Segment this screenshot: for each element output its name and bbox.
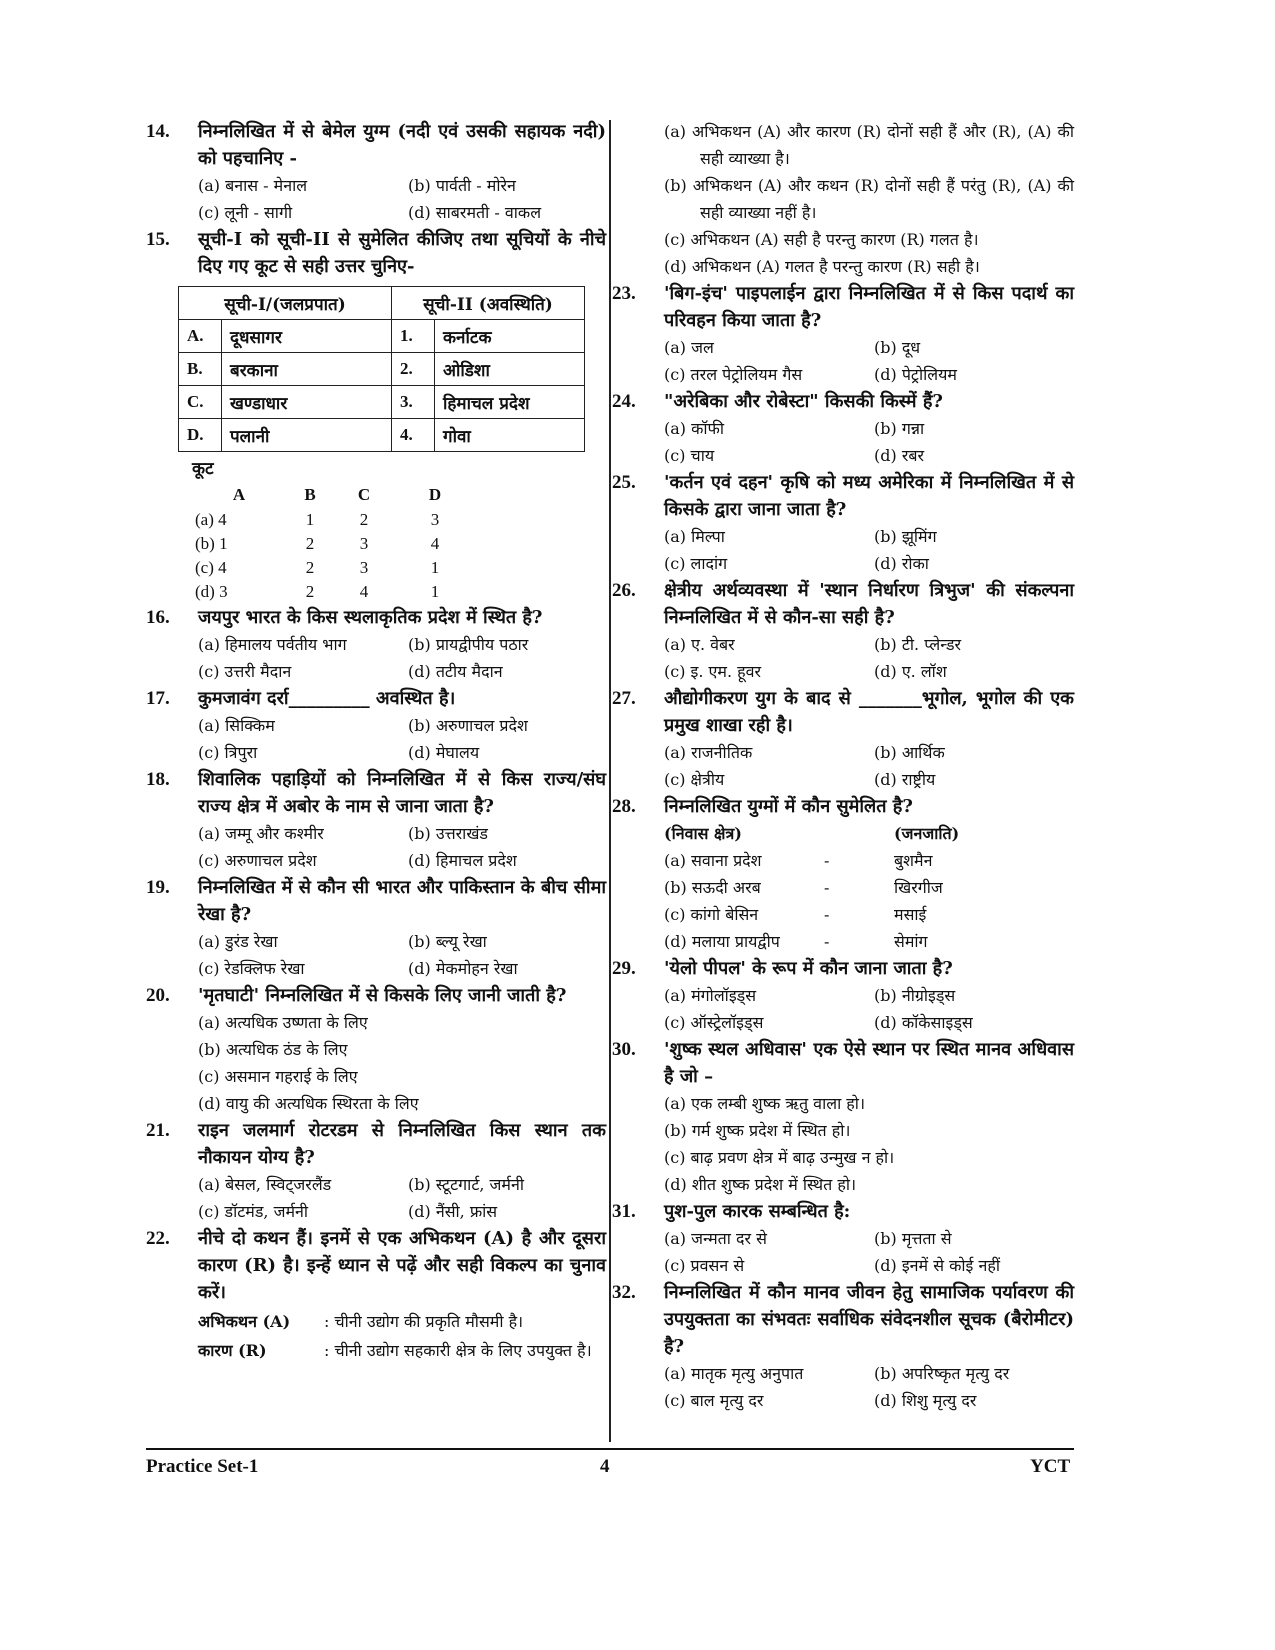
- option-d: (d) मेघालय: [408, 743, 480, 762]
- row-value: गोवा: [435, 419, 585, 452]
- option-a: (a) बेसल, स्विट्जरलैंड: [198, 1175, 332, 1194]
- option-a: (a) डुरंड रेखा: [198, 932, 278, 951]
- option-d: (d) ए. लॉश: [874, 662, 947, 681]
- kut-label: कूट: [192, 459, 214, 479]
- pair-header: [664, 820, 1074, 847]
- pair-row: [664, 901, 1074, 928]
- assertion-text: : चीनी उद्योग की प्रकृति मौसमी है।: [324, 1312, 524, 1331]
- question-text: 'येलो पीपल' के रूप में कौन जाना जाता है?: [664, 958, 953, 979]
- question-text: सूची-I को सूची-II से सुमेलित कीजिए तथा सूचियों के नीचे दिए गए कूट से सही उत्तर चुनिए-: [198, 229, 606, 277]
- question-number: 16.: [146, 607, 170, 628]
- table-row: [179, 386, 585, 419]
- option-a: (a) ए. वेबर: [664, 635, 735, 654]
- option-d: (d) रोका: [874, 554, 929, 573]
- question-29: [612, 955, 1074, 1036]
- row-value: ओडिशा: [435, 353, 585, 386]
- question-20: [146, 982, 606, 1117]
- question-text: औद्योगीकरण युग के बाद से _______भूगोल, भूगोल की एक प्रमुख शाखा रही है।: [664, 688, 1074, 736]
- list-2-header: सूची-II (अवस्थिति): [392, 287, 585, 320]
- question-number: 14.: [146, 121, 170, 142]
- code-value: 3: [430, 510, 440, 529]
- option-a: (a) बनास - मेनाल: [198, 176, 308, 195]
- option-d: (d) साबरमती - वाकल: [408, 203, 542, 222]
- pair-habitat: (b) सऊदी अरब: [664, 878, 761, 897]
- option-c: (c) रेडक्लिफ रेखा: [198, 959, 305, 978]
- row-value: कर्नाटक: [435, 320, 585, 353]
- option-d: (d) अभिकथन (A) गलत है परन्तु कारण (R) सही है।: [664, 257, 980, 276]
- row-key: D.: [179, 419, 222, 452]
- match-table: [178, 286, 585, 452]
- question-17: [146, 685, 606, 766]
- list-1-header: सूची-I/(जलप्रपात): [179, 287, 392, 320]
- pair-tribe: बुशमैन: [894, 851, 933, 870]
- question-number: 20.: [146, 985, 170, 1006]
- code-option: (c) 4: [195, 558, 227, 577]
- option-c: (c) प्रवसन से: [664, 1256, 745, 1275]
- option-b: (b) झूमिंग: [874, 527, 937, 546]
- question-text: निम्नलिखित युग्मों में कौन सुमेलित है?: [664, 796, 913, 817]
- question-text: निम्नलिखित में कौन मानव जीवन हेतु सामाजिक पर्यावरण की उपयुक्तता का संभवतः सर्वाधिक संवेदनशील सूचक (बैरोमीटर) है?: [664, 1282, 1074, 1357]
- table-row: [179, 320, 585, 353]
- reason-label: कारण (R): [198, 1341, 267, 1360]
- code-header: A: [232, 485, 246, 504]
- option-c: (c) चाय: [664, 446, 715, 465]
- option-a: (a) जन्मता दर से: [664, 1229, 767, 1248]
- option-c: (c) ऑस्ट्रेलॉइड्स: [664, 1013, 764, 1032]
- option-b: (b) टी. प्लेन्डर: [874, 635, 962, 654]
- option-d: (d) शीत शुष्क प्रदेश में स्थित हो।: [664, 1175, 857, 1194]
- option-b: (b) अभिकथन (A) और कथन (R) दोनों सही हैं परंतु (R), (A) की सही व्याख्या नहीं है।: [664, 176, 1074, 222]
- option-a: (a) हिमालय पर्वतीय भाग: [198, 635, 347, 654]
- question-text: निम्नलिखित में से कौन सी भारत और पाकिस्तान के बीच सीमा रेखा है?: [198, 877, 606, 925]
- question-number: 31.: [612, 1201, 636, 1222]
- question-number: 18.: [146, 769, 170, 790]
- code-option: (b) 1: [195, 534, 228, 553]
- footer-set-label: Practice Set-1: [146, 1456, 259, 1477]
- option-b: (b) पार्वती - मोरेन: [408, 176, 516, 195]
- question-text: निम्नलिखित में से बेमेल युग्म (नदी एवं उसकी सहायक नदी) को पहचानिए -: [198, 121, 606, 169]
- question-number: 21.: [146, 1120, 170, 1141]
- habitat-header: (निवास क्षेत्र): [664, 824, 742, 843]
- pair-tribe: खिरगीज: [894, 878, 943, 897]
- question-18: [146, 766, 606, 874]
- option-a: (a) राजनीतिक: [664, 743, 753, 762]
- question-text: 'शुष्क स्थल अधिवास' एक ऐसे स्थान पर स्थित मानव अधिवास है जो –: [664, 1039, 1074, 1087]
- question-text: 'मृतघाटी' निम्नलिखित में से किसके लिए जानी जाती है?: [198, 985, 567, 1006]
- code-value: 1: [430, 558, 440, 577]
- row-value: दूधसागर: [222, 320, 392, 353]
- code-value: 3: [359, 558, 369, 577]
- question-22-options: [612, 118, 1074, 280]
- option-d: (d) राष्ट्रीय: [874, 770, 936, 789]
- question-22: [146, 1225, 606, 1364]
- option-b: (b) स्टूटगार्ट, जर्मनी: [408, 1175, 525, 1194]
- option-d: (d) रबर: [874, 446, 925, 465]
- option-b: (b) उत्तराखंड: [408, 824, 488, 843]
- pair-habitat: (c) कांगो बेसिन: [664, 905, 759, 924]
- option-b: (b) प्रायद्वीपीय पठार: [408, 635, 529, 654]
- question-number: 19.: [146, 877, 170, 898]
- option-c: (c) बाढ़ प्रवण क्षेत्र में बाढ़ उन्मुख न हो।: [664, 1148, 895, 1167]
- assertion: [198, 1308, 606, 1335]
- question-text: 'बिग-इंच' पाइपलाईन द्वारा निम्नलिखित में से किस पदार्थ का परिवहन किया जाता है?: [664, 283, 1074, 331]
- question-23: [612, 280, 1074, 388]
- question-text: जयपुर भारत के किस स्थलाकृतिक प्रदेश में स्थित है?: [198, 607, 543, 628]
- code-value: 2: [359, 510, 369, 529]
- row-value: खण्डाधार: [222, 386, 392, 419]
- assertion-label: अभिकथन (A): [198, 1312, 291, 1331]
- question-number: 15.: [146, 229, 170, 250]
- question-31: [612, 1198, 1074, 1279]
- code-header: C: [357, 485, 371, 504]
- option-d: (d) मेकमोहन रेखा: [408, 959, 518, 978]
- question-28: [612, 793, 1074, 955]
- row-value: पलानी: [222, 419, 392, 452]
- code-option: (d) 3: [195, 582, 228, 601]
- question-25: [612, 469, 1074, 577]
- question-text: नीचे दो कथन हैं। इनमें से एक अभिकथन (A) है और दूसरा कारण (R) है। इन्हें ध्यान से पढ़ें और सही विकल्प का चुनाव करें।: [198, 1228, 606, 1303]
- row-key: 4.: [392, 419, 435, 452]
- option-a: (a) जम्मू और कश्मीर: [198, 824, 324, 843]
- option-b: (b) ब्ल्यू रेखा: [408, 932, 487, 951]
- pair-tribe: सेमांग: [894, 932, 928, 951]
- option-c: (c) इ. एम. हूवर: [664, 662, 762, 681]
- option-d: (d) इनमें से कोई नहीं: [874, 1256, 1000, 1275]
- row-value: हिमाचल प्रदेश: [435, 386, 585, 419]
- code-table: [195, 482, 479, 604]
- question-number: 23.: [612, 283, 636, 304]
- question-number: 22.: [146, 1228, 170, 1249]
- question-number: 24.: [612, 391, 636, 412]
- option-a: (a) एक लम्बी शुष्क ऋतु वाला हो।: [664, 1094, 866, 1113]
- left-column: [146, 118, 606, 1364]
- option-c: (c) अरुणाचल प्रदेश: [198, 851, 317, 870]
- option-b: (b) गन्ना: [874, 419, 925, 438]
- question-text: क्षेत्रीय अर्थव्यवस्था में 'स्थान निर्धारण त्रिभुज' की संकल्पना निम्नलिखित में से कौन-सा सही है?: [664, 580, 1074, 628]
- code-value: 2: [305, 558, 315, 577]
- question-32: [612, 1279, 1074, 1414]
- code-value: 4: [430, 534, 440, 553]
- option-d: (d) पेट्रोलियम: [874, 365, 957, 384]
- page-number: 4: [600, 1456, 610, 1477]
- question-19: [146, 874, 606, 982]
- question-number: 32.: [612, 1282, 636, 1303]
- reason-text: : चीनी उद्योग सहकारी क्षेत्र के लिए उपयुक्त है।: [324, 1341, 592, 1360]
- pair-dash: -: [824, 905, 830, 924]
- option-c: (c) लादांग: [664, 554, 728, 573]
- question-number: 25.: [612, 472, 636, 493]
- pair-habitat: (a) सवाना प्रदेश: [664, 851, 762, 870]
- code-value: 3: [359, 534, 369, 553]
- tribe-header: (जनजाति): [894, 824, 960, 843]
- option-d: (d) तटीय मैदान: [408, 662, 503, 681]
- code-value: 1: [305, 510, 315, 529]
- option-c: (c) लूनी - सागी: [198, 203, 293, 222]
- option-b: (b) गर्म शुष्क प्रदेश में स्थित हो।: [664, 1121, 851, 1140]
- pair-tribe: मसाई: [894, 905, 927, 924]
- question-number: 30.: [612, 1039, 636, 1060]
- question-text: "अरेबिका और रोबेस्टा" किसकी किस्में हैं?: [664, 391, 943, 412]
- code-option: (a) 4: [195, 510, 227, 529]
- pair-dash: -: [824, 878, 830, 897]
- option-b: (b) अरुणाचल प्रदेश: [408, 716, 528, 735]
- right-column: [612, 118, 1074, 1414]
- option-c: (c) उत्तरी मैदान: [198, 662, 292, 681]
- row-key: B.: [179, 353, 222, 386]
- option-b: (b) अपरिष्कृत मृत्यु दर: [874, 1364, 1010, 1383]
- option-a: (a) अभिकथन (A) और कारण (R) दोनों सही हैं और (R), (A) की सही व्याख्या है।: [664, 122, 1074, 168]
- option-c: (c) अभिकथन (A) सही है परन्तु कारण (R) गलत है।: [664, 230, 979, 249]
- option-a: (a) मंगोलॉइड्स: [664, 986, 757, 1005]
- option-a: (a) जल: [664, 338, 714, 357]
- option-a: (a) अत्यधिक उष्णता के लिए: [198, 1013, 368, 1032]
- pair-dash: -: [824, 851, 830, 870]
- option-a: (a) मातृक मृत्यु अनुपात: [664, 1364, 804, 1383]
- row-key: 3.: [392, 386, 435, 419]
- option-b: (b) नीग्रोइड्स: [874, 986, 956, 1005]
- question-27: [612, 685, 1074, 793]
- row-key: 1.: [392, 320, 435, 353]
- column-divider: [609, 120, 611, 1442]
- reason: [198, 1337, 606, 1364]
- option-c: (c) त्रिपुरा: [198, 743, 258, 762]
- option-d: (d) नैंसी, फ्रांस: [408, 1202, 498, 1221]
- pair-row: [664, 874, 1074, 901]
- question-text: राइन जलमार्ग रोटरडम से निम्नलिखित किस स्थान तक नौकायन योग्य है?: [198, 1120, 606, 1168]
- question-number: 26.: [612, 580, 636, 601]
- question-number: 28.: [612, 796, 636, 817]
- option-d: (d) कॉकेसाइड्स: [874, 1013, 973, 1032]
- pair-dash: -: [824, 932, 830, 951]
- question-26: [612, 577, 1074, 685]
- option-a: (a) कॉफी: [664, 419, 725, 438]
- footer-publisher: YCT: [1030, 1456, 1071, 1477]
- question-text: पुश-पुल कारक सम्बन्धित है:: [664, 1201, 851, 1222]
- question-text: 'कर्तन एवं दहन' कृषि को मध्य अमेरिका में निम्नलिखित में से किसके द्वारा जाना जाता है?: [664, 472, 1074, 520]
- option-d: (d) वायु की अत्यधिक स्थिरता के लिए: [198, 1094, 419, 1113]
- footer-rule: [146, 1448, 1074, 1450]
- code-row: [195, 580, 479, 604]
- code-row: [195, 508, 479, 532]
- row-key: C.: [179, 386, 222, 419]
- option-c: (c) असमान गहराई के लिए: [198, 1067, 358, 1086]
- code-row: [195, 556, 479, 580]
- code-row: [195, 532, 479, 556]
- question-text: शिवालिक पहाड़ियों को निम्नलिखित में से किस राज्य/संघ राज्य क्षेत्र में अबोर के नाम से जाना जाता है?: [198, 769, 606, 817]
- option-b: (b) दूध: [874, 338, 921, 357]
- code-value: 4: [359, 582, 369, 601]
- option-a: (a) सिक्किम: [198, 716, 275, 735]
- code-value: 2: [305, 582, 315, 601]
- code-value: 1: [430, 582, 440, 601]
- option-b: (b) आर्थिक: [874, 743, 945, 762]
- code-header: B: [304, 485, 316, 504]
- option-c: (c) क्षेत्रीय: [664, 770, 725, 789]
- option-b: (b) अत्यधिक ठंड के लिए: [198, 1040, 348, 1059]
- code-value: 2: [305, 534, 315, 553]
- question-number: 27.: [612, 688, 636, 709]
- question-15: [146, 226, 606, 604]
- code-header: D: [428, 485, 442, 504]
- row-value: बरकाना: [222, 353, 392, 386]
- option-d: (d) हिमाचल प्रदेश: [408, 851, 517, 870]
- question-text: कुमजावंग दर्रा_________ अवस्थित है।: [198, 688, 456, 709]
- question-24: [612, 388, 1074, 469]
- question-21: [146, 1117, 606, 1225]
- question-30: [612, 1036, 1074, 1198]
- row-key: A.: [179, 320, 222, 353]
- pair-row: [664, 928, 1074, 955]
- question-16: [146, 604, 606, 685]
- option-b: (b) मृत्तता से: [874, 1229, 952, 1248]
- row-key: 2.: [392, 353, 435, 386]
- question-14: [146, 118, 606, 226]
- option-c: (c) बाल मृत्यु दर: [664, 1391, 764, 1410]
- question-number: 29.: [612, 958, 636, 979]
- table-row: [179, 419, 585, 452]
- option-c: (c) तरल पेट्रोलियम गैस: [664, 365, 803, 384]
- option-c: (c) डॉटमंड, जर्मनी: [198, 1202, 309, 1221]
- option-a: (a) मिल्पा: [664, 527, 725, 546]
- option-d: (d) शिशु मृत्यु दर: [874, 1391, 977, 1410]
- question-number: 17.: [146, 688, 170, 709]
- table-row: [179, 353, 585, 386]
- pair-habitat: (d) मलाया प्रायद्वीप: [664, 932, 780, 951]
- pair-row: [664, 847, 1074, 874]
